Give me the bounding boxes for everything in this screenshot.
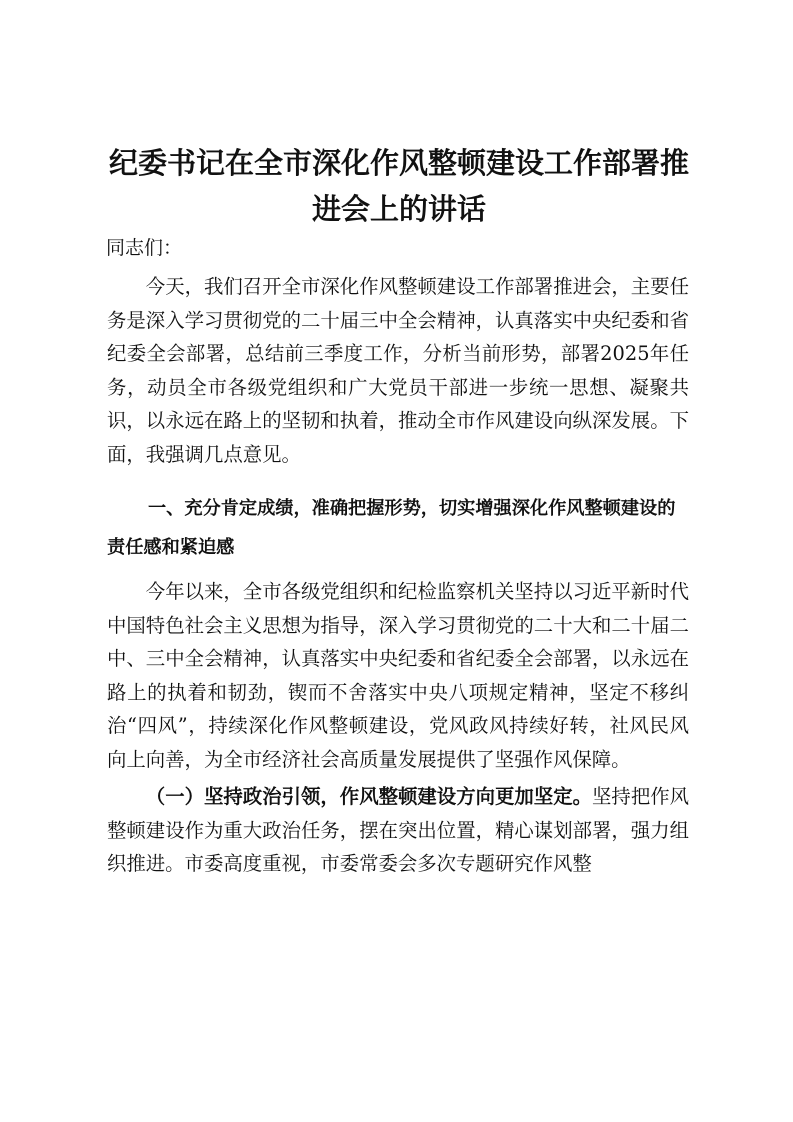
intro-paragraph: 今天，我们召开全市深化作风整顿建设工作部署推进会，主要任务是深入学习贯彻党的二十届三中全会精神，认真落实中央纪委和省纪委全会部署，总结前三季度工作，分析当前形势，部署2025年任务，动员全市各级党组织和广大党员干部进一步统一思想、凝聚共识，以永远在路上的坚韧和执着，推动全市作风建设向纵深发展。下面，我强调几点意见。 [107,275,689,466]
subsection-1-lead: （一）坚持政治引领，作风整顿建设方向更加坚定。 [145,785,593,808]
salutation: 同志们： [106,237,183,259]
document-title [104,140,694,232]
title-line-1: 纪委书记在全市深化作风整顿建设工作部署推 [108,146,689,180]
title-line-2: 进会上的讲话 [311,192,486,226]
subsection-1-body: 坚持把作风整顿建设作为重大政治任务，摆在突出位置，精心谋划部署，强力组织推进。市委高度重视，市委常委会多次专题研究作风整 [107,785,690,876]
section-1-body: 今年以来，全市各级党组织和纪检监察机关坚持以习近平新时代中国特色社会主义思想为指导，深入学习贯彻党的二十大和二十届二中、三中全会精神，认真落实中央纪委和省纪委全会部署，以永远在路上的执着和韧劲，锲而不舍落实中央八项规定精神，坚定不移纠治“四风”，持续深化作风整顿建设，党风政风持续好转，社风民风向上向善，为全市经济社会高质量发展提供了坚强作风保障。 [107,580,689,771]
section-1-heading: 一、充分肯定成绩，准确把握形势，切实增强深化作风整顿建设的责任感和紧迫感 [107,498,676,558]
subsection-1-paragraph [107,780,689,881]
